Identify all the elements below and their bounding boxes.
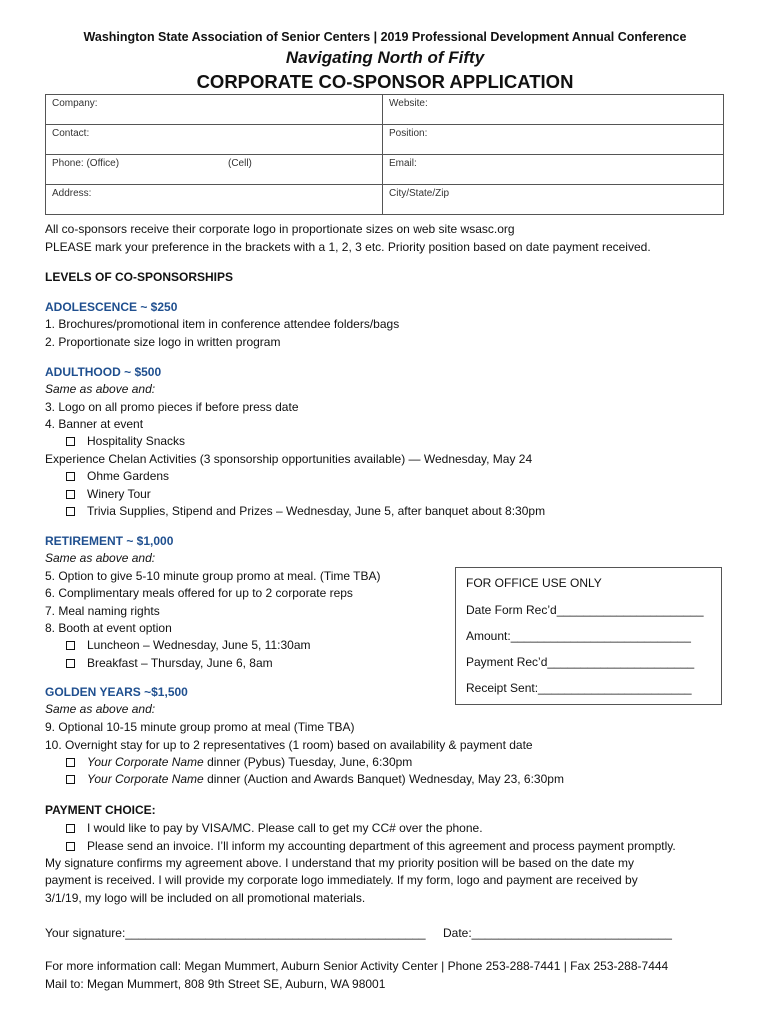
- ohme-label: Ohme Gardens: [87, 469, 170, 483]
- email-label: Email:: [389, 158, 417, 169]
- agreement-line-3: 3/1/19, my logo will be included on all promotional materials.: [45, 891, 366, 905]
- contact-info-table: [45, 94, 724, 215]
- corp-name-1: Your Corporate Name: [87, 755, 204, 769]
- winery-option: [66, 486, 151, 502]
- office-amount: Amount:___________________________: [466, 629, 691, 643]
- invoice-option: [66, 838, 676, 854]
- agreement-line-2: payment is received. I will provide my corporate logo immediately. If my form, logo and payment are received by: [45, 873, 638, 887]
- website-label: Website:: [389, 98, 428, 109]
- website-field[interactable]: [383, 95, 724, 125]
- phone-cell-label: (Cell): [228, 158, 252, 169]
- chelan-activities: Experience Chelan Activities (3 sponsorship opportunities available) — Wednesday, May 24: [45, 452, 533, 466]
- breakfast-label: Breakfast – Thursday, June 6, 8am: [87, 656, 273, 670]
- adolescence-item-2: 2. Proportionate size logo in written program: [45, 335, 281, 349]
- visa-checkbox[interactable]: [66, 824, 75, 833]
- adolescence-item-1: 1. Brochures/promotional item in conference attendee folders/bags: [45, 317, 400, 331]
- retirement-item-6: 6. Complimentary meals offered for up to 2 corporate reps: [45, 586, 353, 600]
- adulthood-item-4: 4. Banner at event: [45, 417, 144, 431]
- position-label: Position:: [389, 128, 428, 139]
- hospitality-option: [66, 433, 185, 449]
- corp-name-2: Your Corporate Name: [87, 772, 204, 786]
- phone-office-label: Phone: (Office): [52, 158, 120, 169]
- breakfast-option: [66, 655, 273, 671]
- office-date-form: Date Form Rec’d______________________: [466, 603, 704, 617]
- adolescence-title: ADOLESCENCE ~ $250: [45, 300, 178, 314]
- ohme-checkbox[interactable]: [66, 472, 75, 481]
- city-state-zip-field[interactable]: [383, 185, 724, 215]
- retirement-title: RETIREMENT ~ $1,000: [45, 534, 174, 548]
- luncheon-checkbox[interactable]: [66, 641, 75, 650]
- city-state-zip-label: City/State/Zip: [389, 188, 450, 199]
- winery-label: Winery Tour: [87, 487, 151, 501]
- footer-mail: Mail to: Megan Mummert, 808 9th Street SE, Auburn, WA 98001: [45, 977, 386, 991]
- winery-checkbox[interactable]: [66, 490, 75, 499]
- payment-heading: PAYMENT CHOICE:: [45, 803, 156, 817]
- breakfast-checkbox[interactable]: [66, 659, 75, 668]
- address-field[interactable]: [46, 185, 383, 215]
- retirement-item-7: 7. Meal naming rights: [45, 604, 160, 618]
- dinner-banquet-label: dinner (Auction and Awards Banquet) Wednesday, May 23, 6:30pm: [203, 772, 564, 786]
- dinner-pybus-checkbox[interactable]: [66, 758, 75, 767]
- intro-line-1: All co-sponsors receive their corporate logo in proportionate sizes on web site wsasc.org: [45, 222, 515, 236]
- adulthood-item-3: 3. Logo on all promo pieces if before press date: [45, 400, 299, 414]
- position-field[interactable]: [383, 125, 724, 155]
- golden-same-note: Same as above and:: [45, 702, 156, 716]
- trivia-label: Trivia Supplies, Stipend and Prizes – Wednesday, June 5, after banquet about 8:30pm: [87, 504, 546, 518]
- office-title: FOR OFFICE USE ONLY: [466, 576, 602, 590]
- contact-label: Contact:: [52, 128, 90, 139]
- office-receipt: Receipt Sent:_______________________: [466, 681, 692, 695]
- invoice-label: Please send an invoice. I’ll inform my accounting department of this agreement and process payment promptly.: [87, 839, 676, 853]
- company-field[interactable]: [46, 95, 383, 125]
- dinner-banquet-checkbox[interactable]: [66, 775, 75, 784]
- visa-option: [66, 820, 483, 836]
- date-line[interactable]: Date:______________________________: [443, 926, 672, 940]
- dinner-pybus-label: dinner (Pybus) Tuesday, June, 6:30pm: [203, 755, 413, 769]
- retirement-same-note: Same as above and:: [45, 551, 156, 565]
- agreement-line-1: My signature confirms my agreement above. I understand that my priority position will be based on the date my: [45, 856, 634, 870]
- company-label: Company:: [52, 98, 98, 109]
- address-label: Address:: [52, 188, 92, 199]
- visa-label: I would like to pay by VISA/MC. Please call to get my CC# over the phone.: [87, 821, 483, 835]
- office-payment: Payment Rec’d______________________: [466, 655, 695, 669]
- signature-line[interactable]: Your signature:_____________________________________________: [45, 926, 426, 940]
- luncheon-label: Luncheon – Wednesday, June 5, 11:30am: [87, 638, 311, 652]
- dinner-banquet-option: [66, 771, 564, 787]
- golden-title: GOLDEN YEARS ~$1,500: [45, 685, 188, 699]
- conference-tagline: Navigating North of Fifty: [285, 48, 485, 67]
- dinner-pybus-option: [66, 754, 412, 770]
- hospitality-label: Hospitality Snacks: [87, 434, 186, 448]
- retirement-item-5: 5. Option to give 5-10 minute group promo at meal. (Time TBA): [45, 569, 381, 583]
- footer-info: For more information call: Megan Mummert, Auburn Senior Activity Center | Phone 253-288-7441 | Fax 253-288-7444: [45, 959, 669, 973]
- trivia-option: [66, 503, 545, 519]
- retirement-item-8: 8. Booth at event option: [45, 621, 172, 635]
- golden-item-10: 10. Overnight stay for up to 2 representatives (1 room) based on availability & payment date: [45, 738, 533, 752]
- luncheon-option: [66, 637, 311, 653]
- page-title: CORPORATE CO-SPONSOR APPLICATION: [196, 71, 574, 92]
- golden-item-9: 9. Optional 10-15 minute group promo at meal (Time TBA): [45, 720, 355, 734]
- adulthood-title: ADULTHOOD ~ $500: [45, 365, 162, 379]
- contact-field[interactable]: [46, 125, 383, 155]
- association-header: Washington State Association of Senior Centers | 2019 Professional Development Annual Conference: [83, 30, 687, 44]
- intro-line-2: PLEASE mark your preference in the brackets with a 1, 2, 3 etc. Priority position based on date payment received.: [45, 240, 651, 254]
- trivia-checkbox[interactable]: [66, 507, 75, 516]
- invoice-checkbox[interactable]: [66, 842, 75, 851]
- phone-field[interactable]: [46, 155, 383, 185]
- adulthood-same-note: Same as above and:: [45, 382, 156, 396]
- ohme-option: [66, 468, 169, 484]
- email-field[interactable]: [383, 155, 724, 185]
- hospitality-checkbox[interactable]: [66, 437, 75, 446]
- office-use-box: [455, 567, 722, 705]
- levels-heading: LEVELS OF CO-SPONSORSHIPS: [45, 270, 234, 284]
